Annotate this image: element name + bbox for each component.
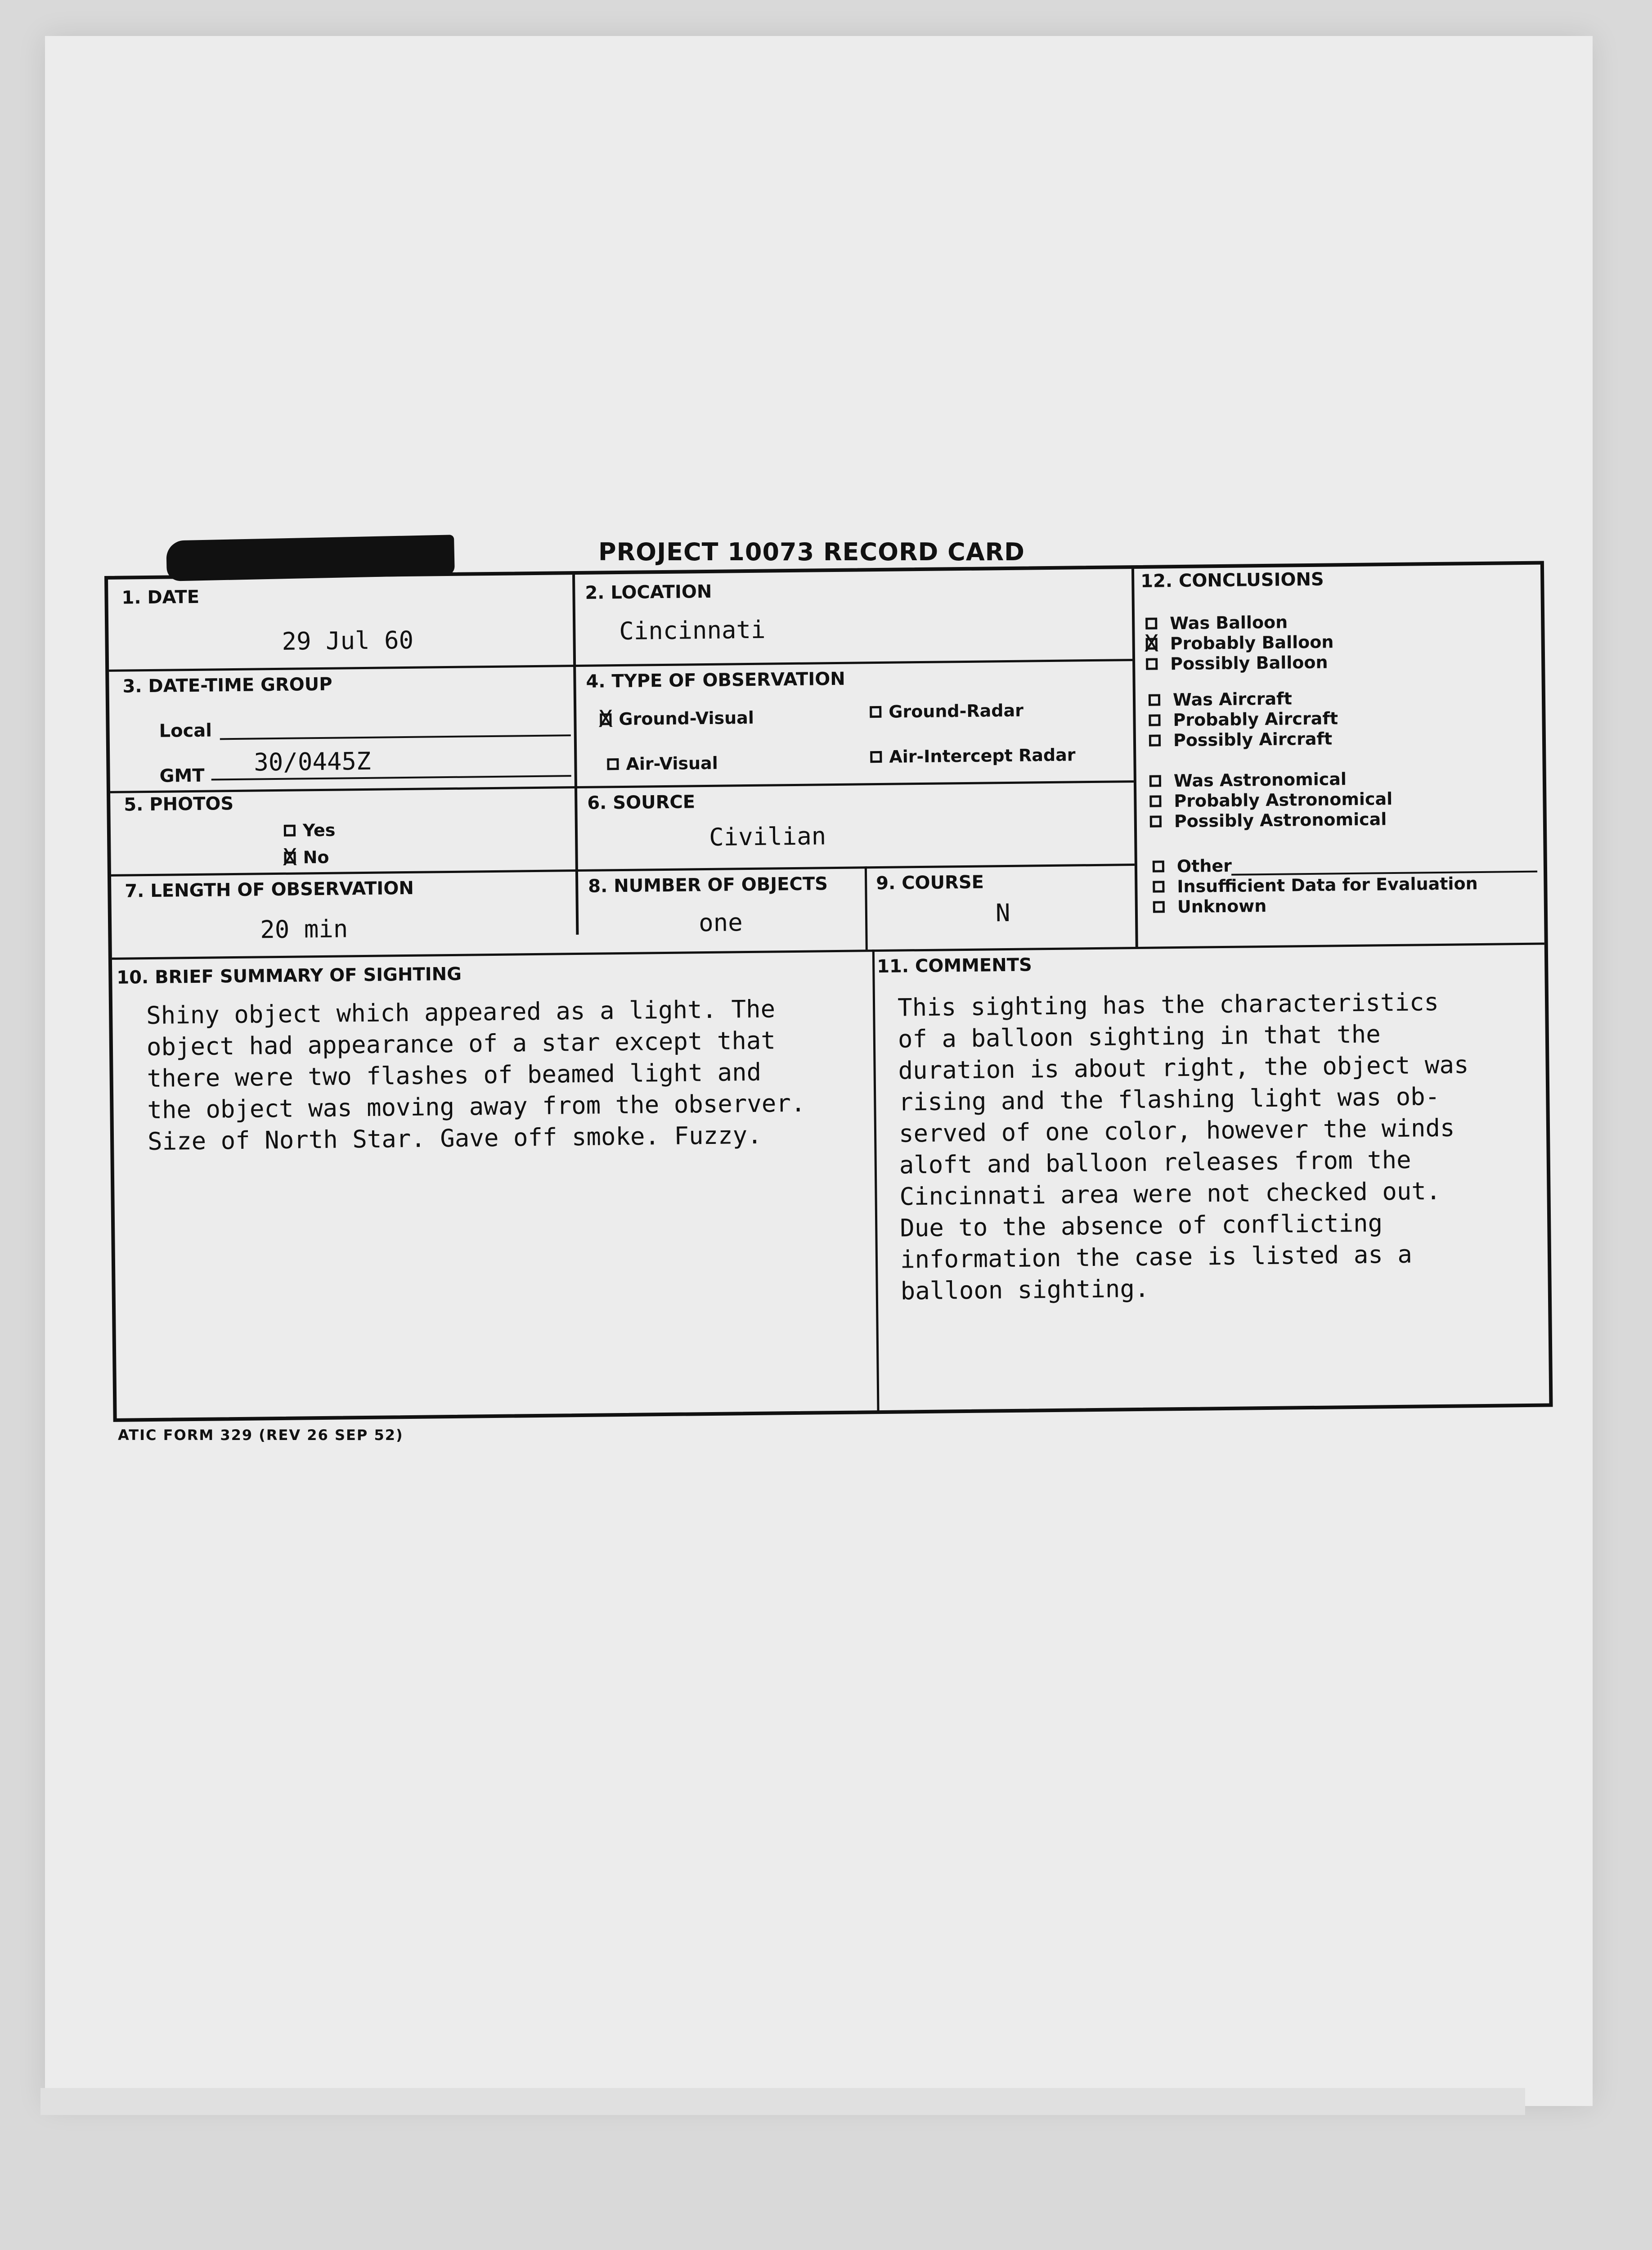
type-of-observation-label: 4. TYPE OF OBSERVATION — [586, 668, 845, 692]
obs-air-visual-label: Air-Visual — [626, 753, 718, 774]
photos-no-label: No — [303, 847, 329, 868]
conclusion-probably-aircraft-label: Probably Aircraft — [1173, 708, 1338, 730]
date-value: 29 Jul 60 — [282, 626, 414, 656]
summary-line: Shiny object which appeared as a light. The — [146, 994, 776, 1030]
location-label: 2. LOCATION — [585, 581, 712, 603]
location-value: Cincinnati — [619, 615, 766, 646]
conclusion-was-balloon[interactable] — [1145, 612, 1288, 633]
divider-row-4 — [112, 943, 1544, 960]
checkbox-probably-astronomical[interactable] — [1149, 795, 1161, 807]
conclusions-label: 12. CONCLUSIONS — [1140, 569, 1324, 592]
checkbox-ground-visual[interactable] — [600, 713, 611, 725]
checkbox-was-balloon[interactable] — [1145, 618, 1157, 630]
comments-line: served of one color, however the winds — [898, 1113, 1455, 1148]
checkbox-unknown[interactable] — [1153, 901, 1165, 913]
number-of-objects-value: one — [698, 908, 743, 937]
summary-line: there were two flashes of beamed light and — [147, 1058, 762, 1093]
checkbox-probably-balloon[interactable] — [1146, 638, 1158, 649]
checkbox-air-intercept-radar[interactable] — [870, 751, 882, 763]
divider-summary-comments — [872, 950, 880, 1413]
number-of-objects-label: 8. NUMBER OF OBJECTS — [588, 873, 828, 897]
comments-line: of a balloon sighting in that the — [898, 1020, 1381, 1053]
comments-line: duration is about right, the object was — [898, 1050, 1469, 1085]
checkbox-other[interactable] — [1153, 860, 1164, 872]
conclusion-probably-astronomical[interactable] — [1149, 789, 1392, 811]
conclusion-was-balloon-label: Was Balloon — [1170, 612, 1288, 634]
obs-ground-visual-label: Ground-Visual — [619, 707, 754, 729]
obs-air-intercept-radar[interactable] — [870, 745, 1076, 767]
conclusion-insufficient-data[interactable] — [1153, 873, 1478, 897]
photos-label: 5. PHOTOS — [124, 793, 234, 815]
conclusion-probably-aircraft[interactable] — [1149, 708, 1338, 730]
gmt-value: 30/0445Z — [254, 747, 371, 777]
conclusion-possibly-aircraft-label: Possibly Aircraft — [1173, 729, 1333, 751]
comments-line: balloon sighting. — [900, 1274, 1149, 1305]
comments-line: information the case is listed as a — [900, 1240, 1413, 1274]
length-of-observation-label: 7. LENGTH OF OBSERVATION — [125, 878, 414, 902]
photos-yes-label: Yes — [302, 820, 336, 841]
source-value: Civilian — [709, 822, 826, 851]
conclusion-was-astronomical-label: Was Astronomical — [1173, 769, 1347, 791]
summary-line: Size of North Star. Gave off smoke. Fuzzy. — [147, 1120, 762, 1156]
source-label: 6. SOURCE — [587, 792, 696, 814]
obs-air-intercept-radar-label: Air-Intercept Radar — [889, 745, 1076, 767]
obs-air-visual[interactable] — [607, 753, 718, 774]
comments-line: Cincinnati area were not checked out. — [899, 1176, 1441, 1211]
photos-yes[interactable] — [284, 820, 336, 841]
date-label: 1. DATE — [121, 586, 200, 608]
conclusion-possibly-astronomical-label: Possibly Astronomical — [1174, 809, 1387, 832]
checkbox-air-visual[interactable] — [607, 758, 619, 770]
course-value: N — [995, 898, 1010, 927]
checkbox-possibly-astronomical[interactable] — [1150, 815, 1162, 827]
summary-text — [146, 993, 806, 1157]
divider-col-1 — [572, 575, 579, 935]
summary-label: 10. BRIEF SUMMARY OF SIGHTING — [117, 963, 462, 988]
comments-line: This sighting has the characteristics — [897, 987, 1439, 1022]
date-time-group-label: 3. DATE-TIME GROUP — [122, 674, 332, 697]
conclusion-was-astronomical[interactable] — [1149, 769, 1347, 791]
conclusion-possibly-aircraft[interactable] — [1149, 729, 1333, 750]
conclusion-probably-balloon[interactable] — [1145, 632, 1333, 653]
conclusion-possibly-balloon[interactable] — [1146, 652, 1328, 674]
conclusion-unknown-label: Unknown — [1177, 896, 1267, 917]
conclusion-probably-astronomical-label: Probably Astronomical — [1174, 789, 1393, 811]
checkbox-photos-yes[interactable] — [284, 825, 296, 837]
checkbox-possibly-aircraft[interactable] — [1149, 734, 1161, 746]
conclusion-unknown[interactable] — [1153, 896, 1267, 917]
divider-col-8-9 — [865, 866, 868, 950]
photos-no[interactable] — [284, 847, 329, 868]
record-card — [104, 561, 1553, 1422]
summary-line: the object was moving away from the observer. — [147, 1089, 806, 1125]
checkbox-photos-no[interactable] — [284, 852, 296, 864]
form-id: ATIC FORM 329 (REV 26 SEP 52) — [118, 1426, 404, 1444]
checkbox-probably-aircraft[interactable] — [1149, 714, 1160, 726]
gmt-label: GMT — [159, 765, 205, 787]
divider-row-2 — [110, 780, 1134, 793]
card-title: PROJECT 10073 RECORD CARD — [598, 538, 1025, 566]
conclusion-probably-balloon-label: Probably Balloon — [1170, 632, 1334, 654]
length-of-observation-value: 20 min — [260, 914, 348, 944]
local-label: Local — [159, 720, 212, 742]
summary-line: object had appearance of a star except that — [146, 1026, 776, 1062]
conclusion-was-aircraft-label: Was Aircraft — [1172, 688, 1293, 710]
conclusion-possibly-astronomical[interactable] — [1150, 809, 1387, 832]
conclusion-other[interactable] — [1153, 856, 1232, 877]
conclusion-possibly-balloon-label: Possibly Balloon — [1170, 652, 1328, 674]
comments-label: 11. COMMENTS — [876, 954, 1032, 977]
obs-ground-visual[interactable] — [600, 708, 754, 729]
comments-line: Due to the absence of conflicting — [899, 1209, 1383, 1242]
course-label: 9. COURSE — [876, 872, 984, 894]
checkbox-ground-radar[interactable] — [870, 706, 881, 718]
conclusion-other-label: Other — [1176, 855, 1232, 877]
comments-line: aloft and balloon releases from the — [899, 1145, 1411, 1179]
local-underline — [220, 734, 571, 740]
comments-line: rising and the flashing light was ob- — [898, 1082, 1440, 1116]
divider-row-1 — [109, 659, 1132, 672]
obs-ground-radar-label: Ground-Radar — [889, 700, 1024, 722]
obs-ground-radar[interactable] — [870, 701, 1024, 722]
divider-col-2 — [1131, 569, 1138, 947]
comments-text — [898, 986, 1471, 1307]
checkbox-possibly-balloon[interactable] — [1146, 658, 1158, 670]
lower-sheet-edge — [40, 2088, 1525, 2115]
checkbox-insufficient-data[interactable] — [1153, 881, 1164, 892]
checkbox-was-astronomical[interactable] — [1149, 775, 1161, 787]
checkbox-was-aircraft[interactable] — [1149, 694, 1160, 706]
conclusion-was-aircraft[interactable] — [1149, 688, 1292, 710]
conclusion-insufficient-data-label: Insufficient Data for Evaluation — [1177, 873, 1478, 897]
